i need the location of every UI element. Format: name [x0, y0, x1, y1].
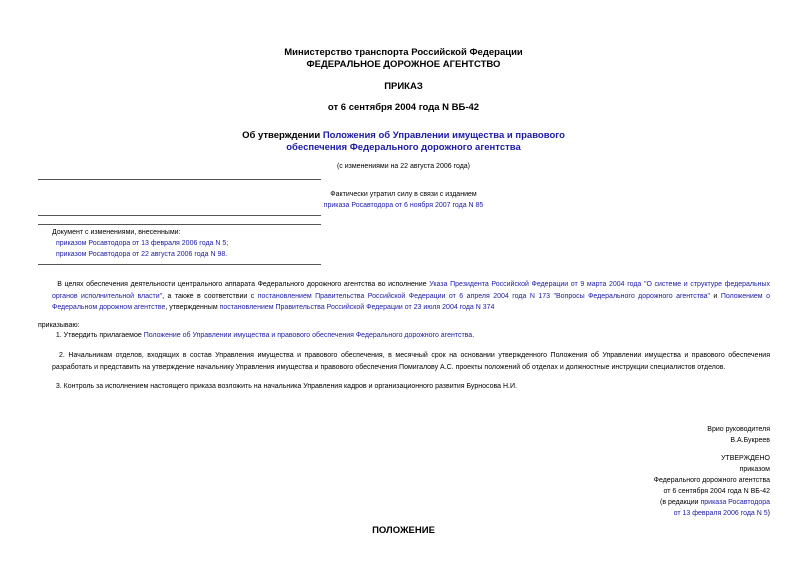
title-link-regulation-cont[interactable]: обеспечения Федерального дорожного агентства — [286, 142, 521, 153]
preamble-text: , а также в соответствии с — [162, 292, 258, 300]
divider — [38, 224, 321, 225]
ministry-name: Министерство транспорта Российской Федерации — [284, 47, 523, 58]
item-1-suffix: . — [472, 332, 475, 339]
changes-item — [56, 238, 228, 250]
order-item-2 — [52, 350, 770, 373]
divider — [38, 264, 321, 265]
changes-link-2[interactable]: приказом Росавтодора от 22 августа 2006 года N 98. — [56, 251, 228, 258]
approval-approved: УТВЕРЖДЕНО — [720, 455, 770, 462]
signature-name: В.А.Букреев — [730, 437, 770, 444]
expired-note-text: Фактически утратил силу в связи с изданием — [330, 191, 477, 198]
approval-date: от 6 сентября 2004 года N ВБ-42 — [663, 488, 770, 495]
divider — [38, 179, 321, 180]
item-2-text: 2. Начальникам отделов, входящих в состав Управления имущества и правового обеспечения, в месячный срок на основании утвержденного Положения об Управлении имущества и правового обеспечения разработать и представить на утверждение начальнику Управления имущества и правового обеспечения Помигалову А.С. проекты положений об отделах и должностные инструкции специалистов отделов. — [52, 352, 771, 371]
approval-edition-cont — [674, 508, 770, 519]
expired-note-line — [0, 200, 807, 211]
document-date-number: от 6 сентября 2004 года N ВБ-42 — [327, 102, 480, 113]
preamble-link-agency-regulation[interactable]: Положением о Федеральном дорожном агентстве — [52, 292, 770, 311]
preamble-link-resolution-173[interactable]: постановлением Правительства Российской Федерации от 6 апреля 2004 года N 173 "Вопросы Федерального дорожного агентства" — [257, 292, 710, 300]
order-item-3 — [52, 381, 770, 393]
preamble-text: В целях обеспечения деятельности центрального аппарата Федерального дорожного агентства во исполнение — [57, 281, 430, 288]
preamble-text: и — [709, 292, 721, 300]
document-title-line2 — [0, 142, 807, 154]
edition-suffix: ) — [767, 510, 770, 517]
title-prefix: Об утверждении — [242, 130, 321, 141]
item-3-text: 3. Контроль за исполнением настоящего приказа возложить на начальника Управления кадров и организационного развития Бурносова Н.И. — [55, 383, 517, 390]
order-word: приказываю: — [38, 322, 80, 329]
title-link-regulation[interactable]: Положения об Управлении имущества и правового — [322, 130, 565, 141]
preamble-paragraph — [52, 279, 770, 314]
preamble-text: , утвержденным — [165, 304, 220, 311]
document-title — [0, 130, 807, 142]
signature-position: Врио руководителя — [707, 426, 770, 433]
changes-item — [56, 249, 227, 261]
edition-prefix: (в редакции — [660, 499, 701, 506]
item-1-link[interactable]: Положение об Управлении имущества и правового обеспечения Федерального дорожного агентства — [143, 332, 473, 339]
agency-name: ФЕДЕРАЛЬНОЕ ДОРОЖНОЕ АГЕНТСТВО — [306, 59, 501, 70]
section-title: ПОЛОЖЕНИЕ — [372, 525, 435, 536]
edition-link-1[interactable]: приказа Росавтодора — [700, 499, 770, 506]
approval-agency: Федерального дорожного агентства — [653, 477, 770, 484]
document-type: ПРИКАЗ — [384, 81, 423, 92]
approval-edition — [660, 497, 770, 508]
changes-label: Документ с изменениями, внесенными: — [52, 229, 181, 236]
amendment-note: (с изменениями на 22 августа 2006 года) — [336, 163, 471, 170]
approval-by-order: приказом — [739, 466, 770, 473]
changes-link-1[interactable]: приказом Росавтодора от 13 февраля 2006 года N 5; — [56, 240, 229, 247]
divider — [38, 215, 321, 216]
expired-note-link[interactable]: приказа Росавтодора от 6 ноября 2007 года N 85 — [323, 202, 484, 209]
order-item-1 — [52, 330, 770, 342]
preamble-link-decree[interactable]: Указа Президента Российской Федерации от 9 марта 2004 года "О системе и структуре федеральных органов исполнительной власти" — [52, 281, 770, 300]
edition-link-2[interactable]: от 13 февраля 2006 года N 5 — [673, 510, 768, 517]
preamble-link-resolution-374[interactable]: постановлением Правительства Российской Федерации от 23 июля 2004 года N 374 — [219, 304, 495, 311]
item-1-prefix: 1. Утвердить прилагаемое — [55, 332, 144, 339]
